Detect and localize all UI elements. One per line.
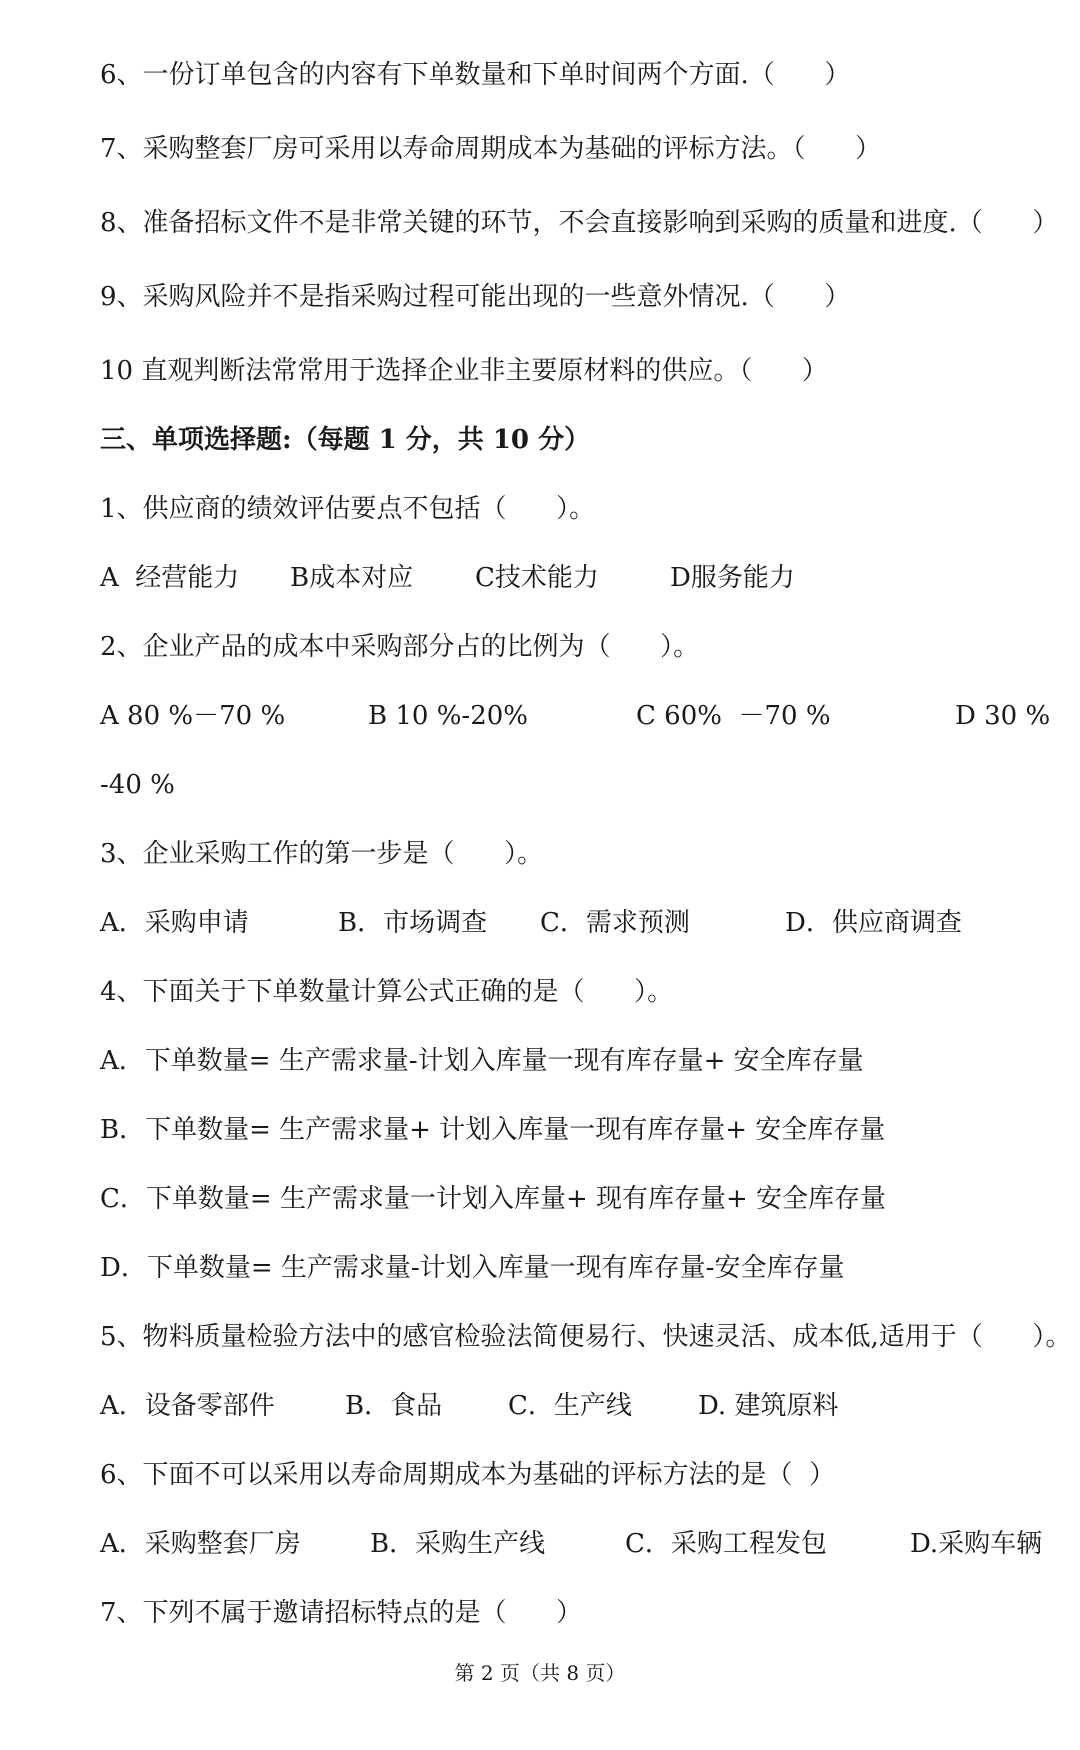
mc-question-1: 1、供应商的绩效评估要点不包括（ ）。 <box>100 494 596 524</box>
mc-question-6: 6、下面不可以采用以寿命周期成本为基础的评标方法的是（ ） <box>100 1460 836 1490</box>
mc-q5-option-c: C．生产线 <box>508 1391 632 1421</box>
mc-q4-option-a: A．下单数量= 生产需求量-计划入库量一现有库存量+ 安全库存量 <box>100 1046 864 1076</box>
tf-question-8: 8、准备招标文件不是非常关键的环节，不会直接影响到采购的质量和进度.（ ） <box>100 208 1059 238</box>
mc-q3-option-d: D．供应商调查 <box>785 908 962 938</box>
tf-question-7: 7、采购整套厂房可采用以寿命周期成本为基础的评标方法。（ ） <box>100 134 882 164</box>
mc-question-3: 3、企业采购工作的第一步是（ ）。 <box>100 839 544 869</box>
tf-question-9: 9、采购风险并不是指采购过程可能出现的一些意外情况.（ ） <box>100 282 851 312</box>
mc-question-4: 4、下面关于下单数量计算公式正确的是（ ）。 <box>100 977 674 1007</box>
mc-q1-option-a: A 经营能力 <box>100 563 240 593</box>
mc-q3-option-a: A．采购申请 <box>100 908 249 938</box>
mc-question-5: 5、物料质量检验方法中的感官检验法简便易行、快速灵活、成本低,适用于（ ）。 <box>100 1322 1072 1352</box>
mc-q1-option-b: B成本对应 <box>290 563 414 593</box>
mc-q2-option-d: D 30 % <box>955 701 1051 731</box>
mc-q6-option-a: A．采购整套厂房 <box>100 1529 301 1559</box>
section-heading-single-choice: 三、单项选择题:（每题 1 分，共 10 分） <box>100 425 591 455</box>
mc-q2-option-b: B 10 %-20% <box>368 701 528 731</box>
mc-q3-option-b: B．市场调查 <box>338 908 488 938</box>
mc-q4-option-c: C．下单数量= 生产需求量一计划入库量+ 现有库存量+ 安全库存量 <box>100 1184 887 1214</box>
mc-q5-option-b: B．食品 <box>345 1391 443 1421</box>
mc-q2-option-c: C 60% －70 % <box>636 701 831 731</box>
mc-q6-option-c: C．采购工程发包 <box>625 1529 827 1559</box>
tf-question-10: 10 直观判断法常常用于选择企业非主要原材料的供应。（ ） <box>100 356 828 386</box>
mc-q6-option-d: D.采购车辆 <box>910 1529 1043 1559</box>
mc-q1-option-c: C技术能力 <box>475 563 599 593</box>
mc-q4-option-d: D．下单数量= 生产需求量-计划入库量一现有库存量-安全库存量 <box>100 1253 845 1283</box>
mc-q1-option-d: D服务能力 <box>670 563 795 593</box>
mc-question-7: 7、下列不属于邀请招标特点的是（ ） <box>100 1598 583 1628</box>
mc-q2-option-a: A 80 %－70 % <box>100 701 286 731</box>
mc-q5-option-a: A．设备零部件 <box>100 1391 275 1421</box>
mc-question-2: 2、企业产品的成本中采购部分占的比例为（ ）。 <box>100 632 700 662</box>
mc-q6-option-b: B．采购生产线 <box>370 1529 546 1559</box>
tf-question-6: 6、一份订单包含的内容有下单数量和下单时间两个方面.（ ） <box>100 60 851 90</box>
mc-q5-option-d: D. 建筑原料 <box>698 1391 839 1421</box>
mc-q2-option-d-continuation: -40 % <box>100 770 175 800</box>
mc-q3-option-c: C．需求预测 <box>540 908 690 938</box>
page-number-footer: 第 2 页（共 8 页） <box>454 1661 626 1685</box>
mc-q4-option-b: B．下单数量= 生产需求量+ 计划入库量一现有库存量+ 安全库存量 <box>100 1115 886 1145</box>
